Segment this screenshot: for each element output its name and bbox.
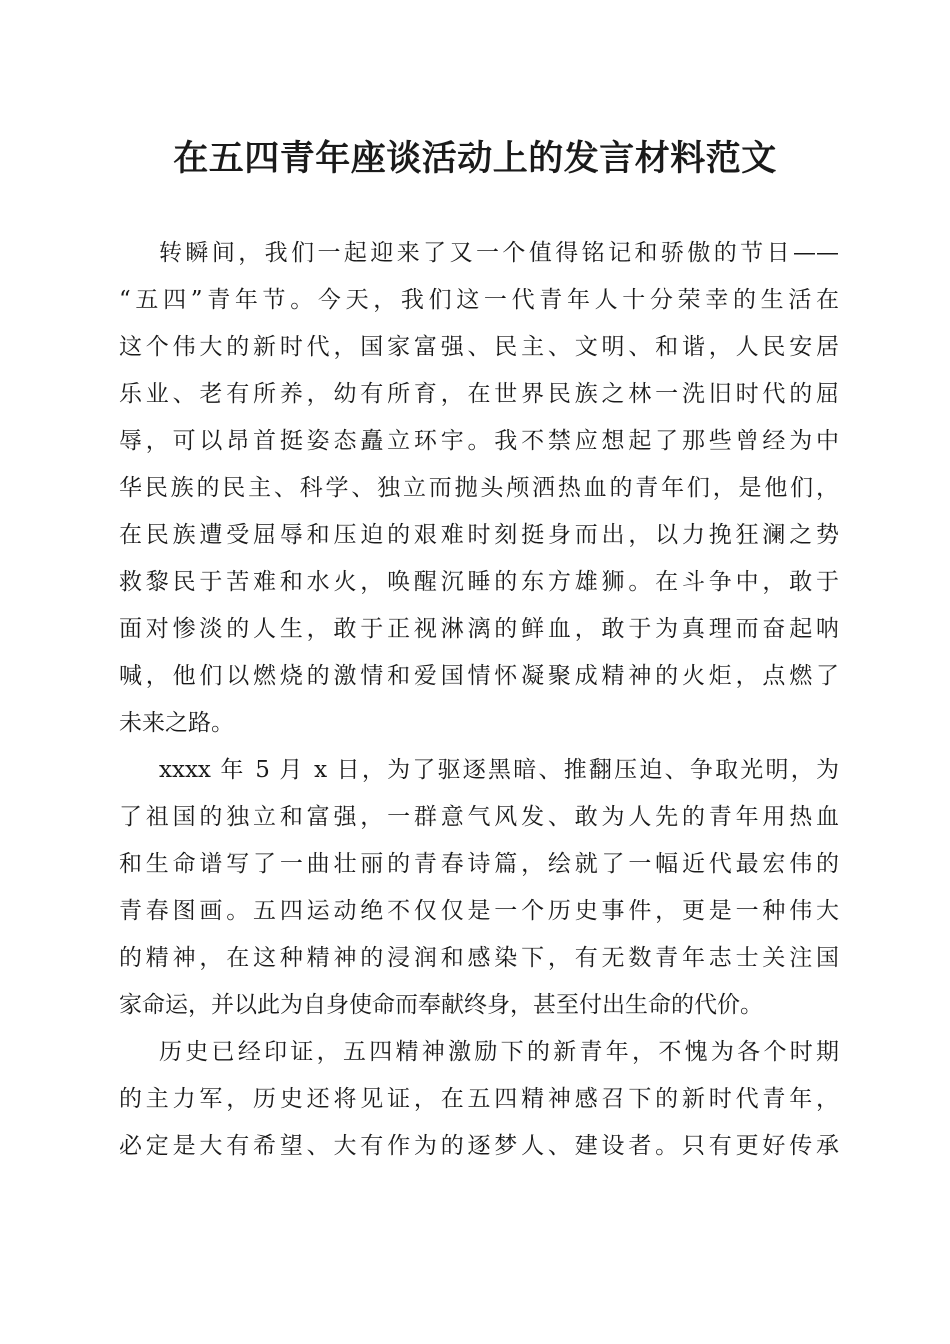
paragraph-1-line-1: 转瞬间，我们一起迎来了又一个值得铭记和骄傲的节日—— xyxy=(159,240,839,266)
document-body xyxy=(119,230,839,1170)
paragraph-1-line-9: 面对惨淡的人生，敢于正视淋漓的鲜血，敢于为真理而奋起呐 xyxy=(119,616,839,642)
paragraph-2-line-5: 的精神，在这种精神的浸润和感染下，有无数青年志士关注国 xyxy=(119,945,839,971)
paragraph-2-line-1: xxxx 年 5 月 x 日，为了驱逐黑暗、推翻压迫、争取光明，为 xyxy=(159,757,839,783)
paragraph-1-line-8: 救黎民于苦难和水火，唤醒沉睡的东方雄狮。在斗争中，敢于 xyxy=(119,569,839,595)
paragraph-1-line-4: 乐业、老有所养，幼有所育，在世界民族之林一洗旧时代的屈 xyxy=(119,381,839,407)
paragraph-1-line-10: 喊，他们以燃烧的激情和爱国情怀凝聚成精神的火炬，点燃了 xyxy=(119,663,839,689)
document-title: 在五四青年座谈活动上的发言材料范文 xyxy=(173,138,777,179)
paragraph-1-line-3: 这个伟大的新时代，国家富强、民主、文明、和谐，人民安居 xyxy=(119,334,839,360)
paragraph-1-line-2: “五四”青年节。今天，我们这一代青年人十分荣幸的生活在 xyxy=(119,287,839,313)
paragraph-1-line-6: 华民族的民主、科学、独立而抛头颅洒热血的青年们，是他们， xyxy=(119,475,839,501)
paragraph-1-line-11: 未来之路。 xyxy=(119,710,234,736)
paragraph-2-line-4: 青春图画。五四运动绝不仅仅是一个历史事件，更是一种伟大 xyxy=(119,898,839,924)
paragraph-1-line-7: 在民族遭受屈辱和压迫的艰难时刻挺身而出，以力挽狂澜之势 xyxy=(119,522,839,548)
paragraph-3-line-2: 的主力军，历史还将见证，在五四精神感召下的新时代青年， xyxy=(119,1086,839,1112)
paragraph-2-line-6: 家命运，并以此为自身使命而奉献终身，甚至付出生命的代价。 xyxy=(119,992,763,1018)
paragraph-2-line-2: 了祖国的独立和富强，一群意气风发、敢为人先的青年用热血 xyxy=(119,804,839,830)
paragraph-3-line-3: 必定是大有希望、大有作为的逐梦人、建设者。只有更好传承 xyxy=(119,1133,839,1159)
paragraph-2-line-3: 和生命谱写了一曲壮丽的青春诗篇，绘就了一幅近代最宏伟的 xyxy=(119,851,839,877)
paragraph-1-line-5: 辱，可以昂首挺姿态矗立环宇。我不禁应想起了那些曾经为中 xyxy=(119,428,839,454)
paragraph-3-line-1: 历史已经印证，五四精神激励下的新青年，不愧为各个时期 xyxy=(159,1039,839,1065)
